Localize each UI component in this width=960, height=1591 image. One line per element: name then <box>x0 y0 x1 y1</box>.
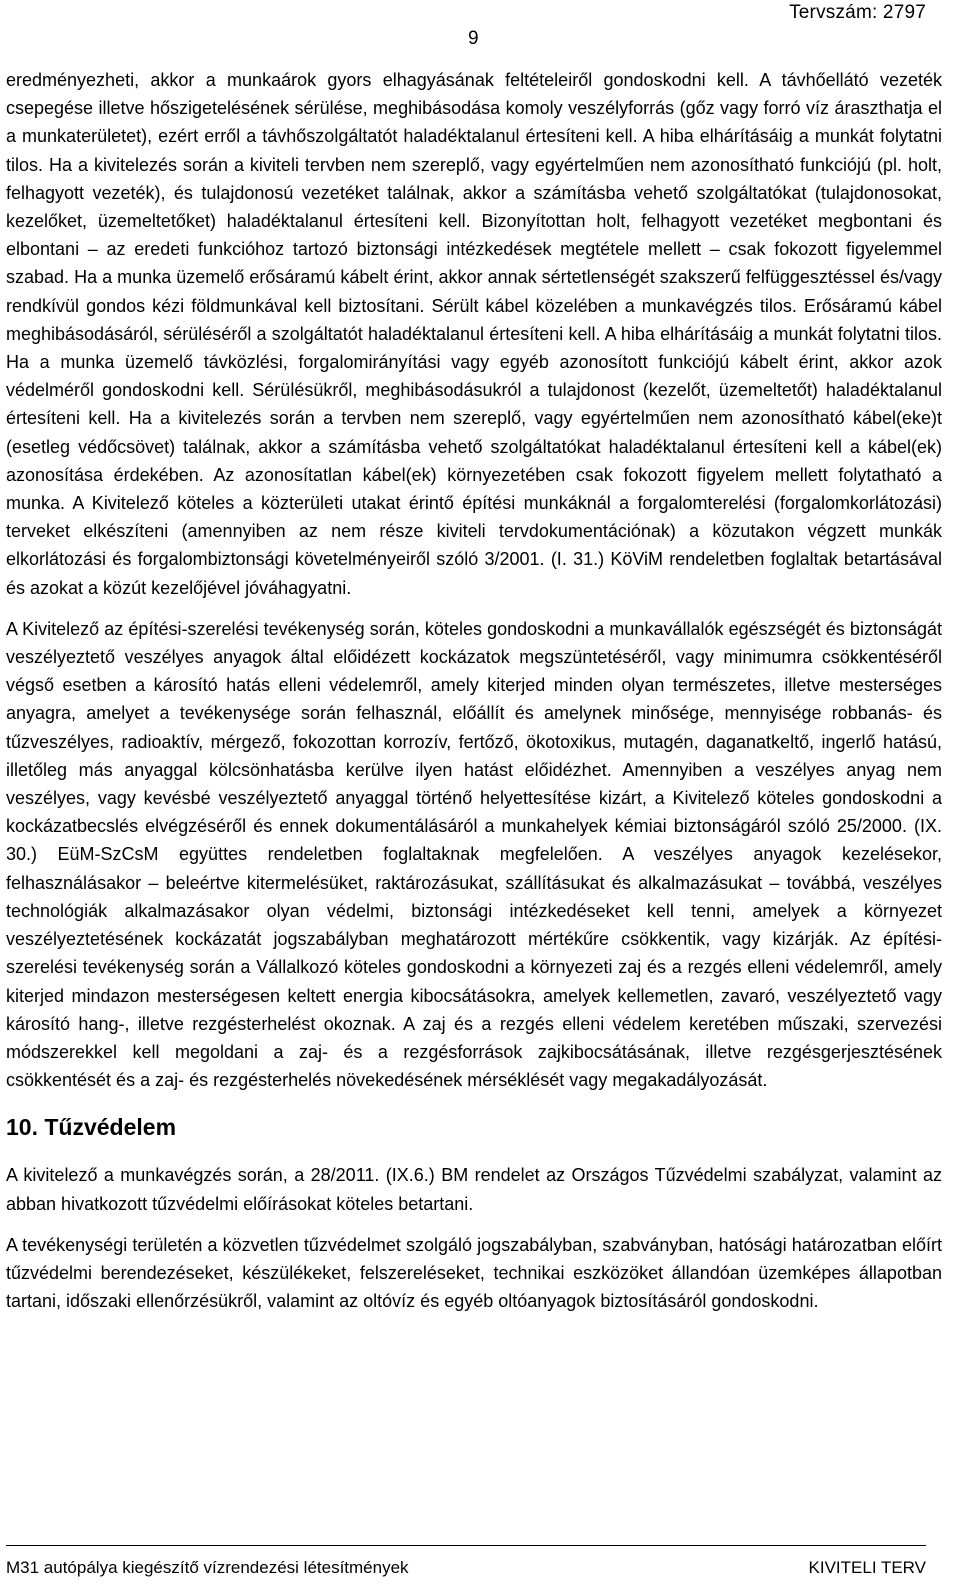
page-footer <box>6 1545 926 1578</box>
plan-number: Tervszám: 2797 <box>789 2 926 23</box>
body-paragraph: A kivitelező a munkavégzés során, a 28/2011. (IX.6.) BM rendelet az Országos Tűzvédelmi szabályzat, valamint az abban hivatkozott tűzvédelmi előírásokat köteles betartani. <box>6 1165 942 1214</box>
page-header <box>6 0 926 60</box>
footer-document-type: KIVITELI TERV <box>808 1558 926 1577</box>
body-paragraph: A tevékenységi területén a közvetlen tűzvédelmet szolgáló jogszabályban, szabványban, hatósági határozatban előírt tűzvédelmi berendezéseket, készülékeket, felszereléseket, technikai eszközöket állandóan üzemképes állapotban tartani, időszaki ellenőrzésükről, valamint az oltóvíz és egyéb oltóanyagok biztosításáról gondoskodni. <box>6 1234 942 1312</box>
page-number: 9 <box>468 28 479 49</box>
body-paragraph: eredményezheti, akkor a munkaárok gyors elhagyásának feltételeiről gondoskodni kell. A távhőellátó vezeték csepegése illetve hőszigetelésének sérülése, meghibásodása komoly veszélyforrás (gőz vagy forró víz áraszthatja el a munkaterületet), ezért erről a távhőszolgáltatót haladéktalanul értesíteni kell. A hiba elhárításáig a munkát folytatni tilos. Ha a kivitelezés során a kiviteli tervben nem szereplő, vagy egyértelműen nem azonosítható funkciójú (pl. holt, felhagyott vezeték), és tulajdonosú vezetéket találnak, akkor a számításba vehető szolgáltatókat (tulajdonosokat, kezelőket, üzemeltetőket) haladéktalanul értesíteni kell. Bizonyítottan holt, felhagyott vezetéket megbontani és elbontani – az eredeti funkcióhoz tartozó biztonsági intézkedések megtétele mellett – csak fokozott figyelemmel szabad. Ha a munka üzemelő erősáramú kábelt érint, akkor annak sértetlenségét szakszerű felfüggesztéssel és/vagy rendkívül gondos kézi földmunkával kell biztosítani. Sérült kábel közelében a munkavégzés tilos. Erősáramú kábel meghibásodásáról, sérüléséről a szolgáltatót haladéktalanul értesíteni kell. A hiba elhárításáig a munkát folytatni tilos. Ha a munka üzemelő távközlési, forgalomirányítási vagy egyéb azonosított funkciójú kábelt érint, akkor azok védelméről gondoskodni kell. Sérülésükről, meghibásodásukról a tulajdonost (kezelőt, üzemeltetőt) haladéktalanul értesíteni kell. Ha a kivitelezés során a tervben nem szereplő, vagy egyértelműen nem azonosítható kábel(eke)t (esetleg védőcsövet) találnak, akkor a számításba vehető szolgáltatókat haladéktalanul értesíteni kell a kábel(ek) azonosítása érdekében. Az azonosítatlan kábel(ek) környezetében csak fokozott figyelem mellett folytatható a munka. A Kivitelező köteles a közterületi utakat érintő építési munkáknál a forgalomterelési (forgalomkorlátozási) terveket elkészíteni (amennyiben az nem része kiviteli tervdokumentációnak) a közutakon végzett munkák elkorlátozási és forgalombiztonsági követelményeiről szóló 3/2001. (I. 31.) KöViM rendeletben foglaltak betartásával és azokat a közút kezelőjével jóváhagyatni. <box>6 70 942 598</box>
document-body <box>6 66 942 1315</box>
section-heading: 10. Tűzvédelem <box>6 1114 177 1141</box>
body-paragraph: A Kivitelező az építési-szerelési tevékenység során, köteles gondoskodni a munkavállalók egészségét és biztonságát veszélyeztető veszélyes anyagok által előidézett kockázatok megszüntetéséről, vagy minimumra csökkentéséről végső esetben a károsító hatás elleni védelemről, amely kiterjed minden olyan természetes, illetve mesterséges anyagra, amelyet a tevékenysége során felhasznál, előállít és amelynek minősége, mennyisége robbanás- és tűzveszélyes, radioaktív, mérgező, fokozottan korrozív, fertőző, ökotoxikus, mutagén, daganatkeltő, ingerlő hatású, illetőleg más anyaggal kölcsönhatásba kerülve ilyen hatást előidézhet. Amennyiben a veszélyes anyag nem veszélyes, vagy kevésbé veszélyeztető anyaggal történő helyettesítése kizárt, a Kivitelező köteles gondoskodni a kockázatbecslés elvégzéséről és ennek dokumentálásáról a munkahelyek kémiai biztonságáról szóló 25/2000. (IX. 30.) EüM-SzCsM együttes rendeletben foglaltaknak megfelelően. A veszélyes anyagok kezelésekor, felhasználásakor – beleértve kitermelésüket, raktározásukat, szállításukat és alkalmazásukat – továbbá, veszélyes technológiák alkalmazásakor olyan védelmi, biztonsági intézkedéseket kell tenni, amelyek a környezet veszélyeztetésének kockázatát jogszabályban meghatározott mértékűre csökkentik, vagy kizárják. Az építési-szerelési tevékenység során a Vállalkozó köteles gondoskodni a környezeti zaj és a rezgés elleni védelemről, amely kiterjed mindazon mesterségesen keltett energia kibocsátásokra, amelyek kellemetlen, zavaró, veszélyeztető vagy károsító hang-, illetve rezgésterhelést okoznak. A zaj és a rezgés elleni védelem keretében műszaki, szervezési módszerekkel kell megoldani a zaj- és a rezgésforrások zajkibocsátásának, illetve rezgésgerjesztésének csökkentését és a zaj- és rezgésterhelés növekedésének mérséklését vagy megakadályozását. <box>6 618 942 1091</box>
footer-project-title: M31 autópálya kiegészítő vízrendezési létesítmények <box>6 1558 409 1577</box>
